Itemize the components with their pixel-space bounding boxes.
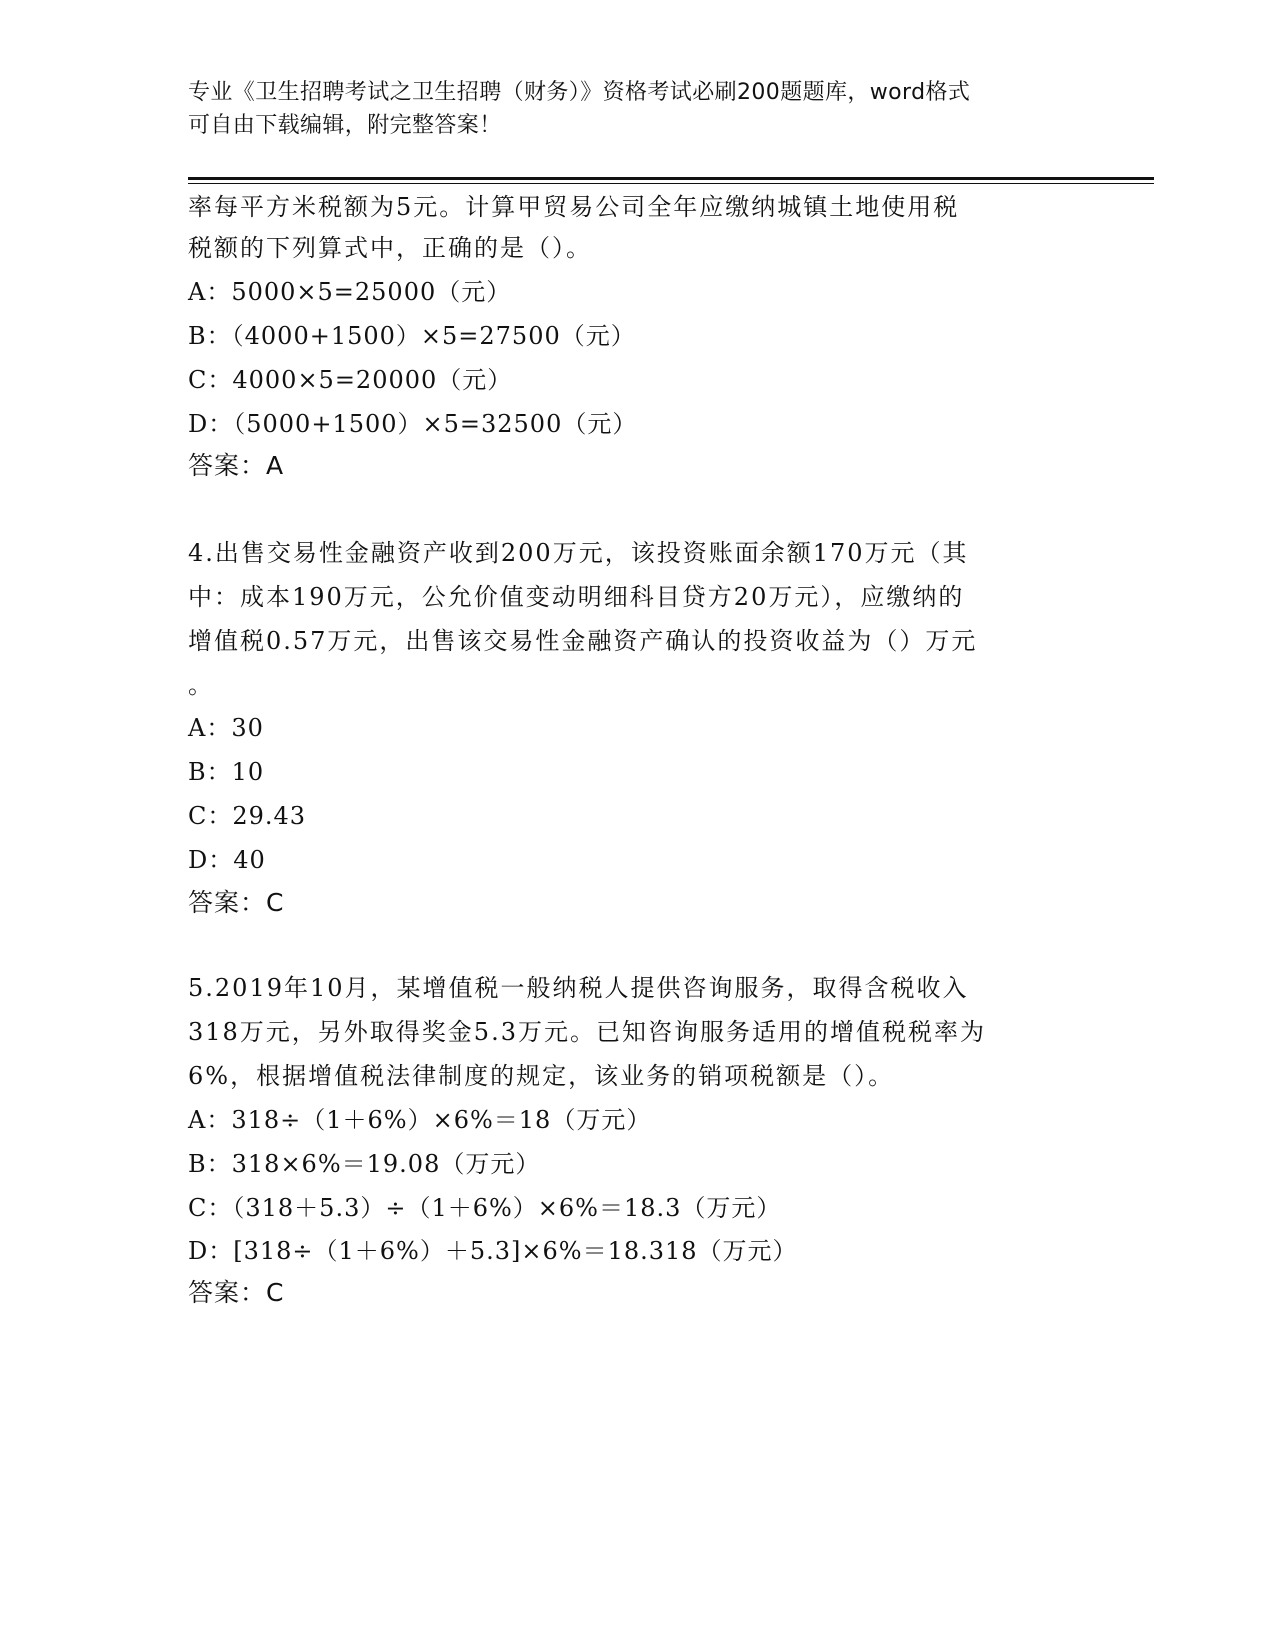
question-4-option-c: C：29.43 [188,802,307,830]
question-4-stem-line-2: 中：成本190万元，公允价值变动明细科目贷方20万元），应缴纳的 [188,583,965,611]
question-5-stem-line-2: 318万元，另外取得奖金5.3万元。已知咨询服务适用的增值税税率为 [188,1018,986,1046]
question-5-stem-line-3: 6%，根据增值税法律制度的规定，该业务的销项税额是（）。 [188,1062,895,1090]
question-3-option-c: C：4000×5=20000（元） [188,366,513,394]
question-3-option-b: B：（4000+1500）×5=27500（元） [188,322,636,350]
question-4-stem-line-1: 4.出售交易性金融资产收到200万元，该投资账面余额170万元（其 [188,539,969,567]
question-5-option-a: A：318÷（1＋6%）×6%＝18（万元） [188,1106,652,1134]
question-4-answer: 答案：C [188,888,285,917]
question-5-option-c: C：（318＋5.3）÷（1＋6%）×6%＝18.3（万元） [188,1194,782,1222]
document-header [188,76,1068,142]
question-3-option-d: D：（5000+1500）×5=32500（元） [188,410,638,438]
header-title-line-2: 可自由下载编辑，附完整答案！ [188,113,502,138]
question-4-stem-line-4: 。 [188,671,214,699]
question-4-option-b: B：10 [188,758,265,786]
question-4-option-a: A：30 [188,714,264,742]
question-5-option-d: D：[318÷（1＋6%）＋5.3]×6%＝18.318（万元） [188,1237,798,1265]
header-rule-thin [188,183,1154,184]
question-3-stem-line-2: 税额的下列算式中，正确的是（）。 [188,234,592,262]
question-5-option-b: B：318×6%＝19.08（万元） [188,1150,541,1178]
header-rule-thick [188,177,1154,180]
question-3-stem-line-1: 率每平方米税额为5元。计算甲贸易公司全年应缴纳城镇土地使用税 [188,193,960,221]
question-5-stem-line-1: 5.2019年10月，某增值税一般纳税人提供咨询服务，取得含税收入 [188,974,969,1002]
header-title-line-1: 专业《卫生招聘考试之卫生招聘（财务）》资格考试必刷200题题库，word格式 [188,80,971,105]
question-5-answer: 答案：C [188,1278,285,1307]
question-3-answer: 答案：A [188,451,285,480]
question-3-option-a: A：5000×5=25000（元） [188,278,512,306]
question-4-option-d: D：40 [188,846,266,874]
question-4-stem-line-3: 增值税0.57万元，出售该交易性金融资产确认的投资收益为（）万元 [188,627,978,655]
